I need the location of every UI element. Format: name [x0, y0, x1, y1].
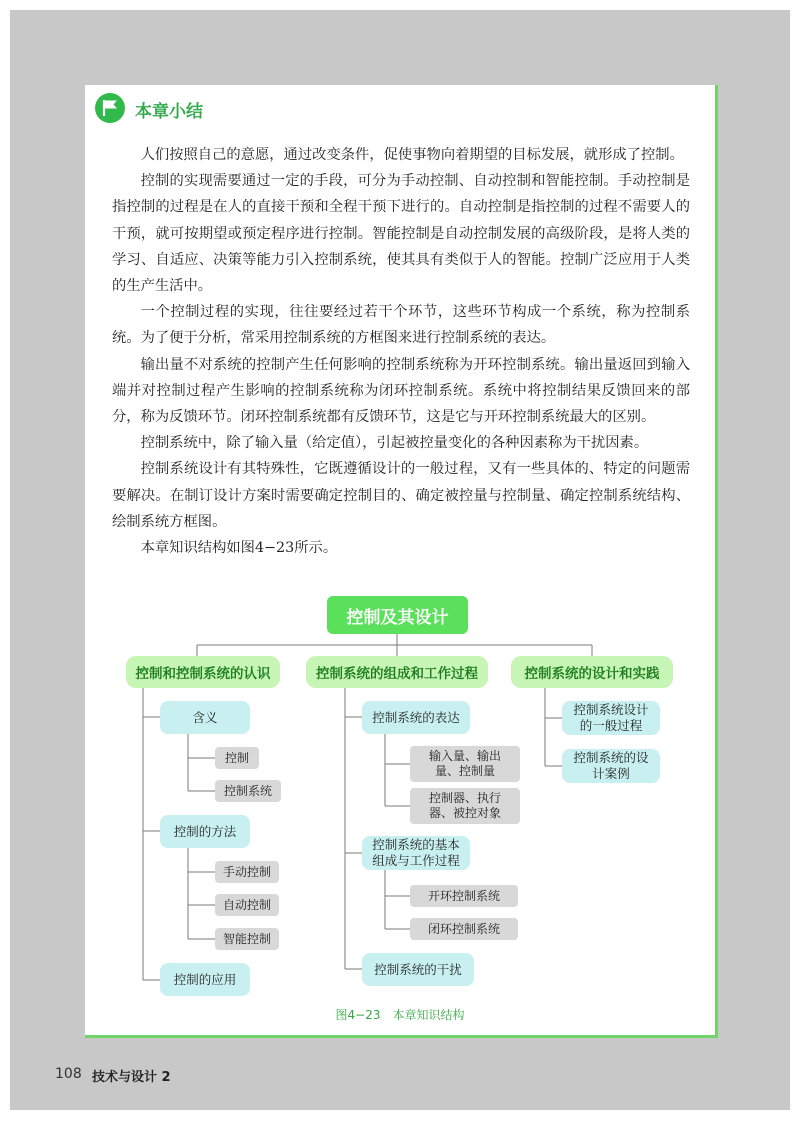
branch-design: 控制系统的设计和实践: [511, 656, 673, 688]
leaf-control-system: 控制系统: [215, 780, 281, 802]
leaf-open-loop: 开环控制系统: [410, 885, 518, 907]
node-application: 控制的应用: [160, 963, 250, 996]
node-design-case: 控制系统的设计案例: [562, 749, 660, 783]
leaf-manual: 手动控制: [215, 861, 279, 883]
node-design-process: 控制系统设计的一般过程: [562, 701, 660, 735]
node-interference: 控制系统的干扰: [362, 953, 474, 986]
figure-number: 图4−23: [335, 1008, 381, 1022]
figure-caption: [0, 1006, 800, 1023]
branch-composition: 控制系统的组成和工作过程: [306, 656, 488, 688]
node-expression: 控制系统的表达: [362, 701, 470, 734]
paragraph: 控制的实现需要通过一定的手段，可分为手动控制、自动控制和智能控制。手动控制是指控制的过程是在人的直接干预和全程干预下进行的。自动控制是指控制的过程不需要人的干预，就可按期望或预定程序进行控制。智能控制是自动控制发展的高级阶段，是将人类的学习、自适应、决策等能力引入控制系统，使其具有类似于人的智能。控制广泛应用于人类的生产生活中。: [112, 173, 690, 295]
leaf-control: 控制: [215, 747, 259, 769]
branch-cognition: 控制和控制系统的认识: [126, 656, 280, 688]
leaf-closed-loop: 闭环控制系统: [410, 918, 518, 940]
paragraph: 输出量不对系统的控制产生任何影响的控制系统称为开环控制系统。输出量返回到输入端并对控制过程产生影响的控制系统称为闭环控制系统。系统中将控制结果反馈回来的部分，称为反馈环节。闭环控制系统都有反馈环节，这是它与开环控制系统最大的区别。: [112, 356, 690, 426]
node-basic-composition: 控制系统的基本组成与工作过程: [362, 836, 470, 870]
leaf-components: 控制器、执行器、被控对象: [410, 788, 520, 824]
leaf-quantities: 输入量、输出量、控制量: [410, 746, 520, 782]
section-title: 本章小结: [135, 102, 203, 122]
paragraph: 控制系统中，除了输入量（给定值），引起被控量变化的各种因素称为干扰因素。: [140, 435, 649, 452]
book-title: 技术与设计 2: [92, 1070, 171, 1085]
page-number: 108: [55, 1066, 82, 1082]
leaf-automatic: 自动控制: [215, 894, 279, 916]
mindmap-root: 控制及其设计: [327, 596, 468, 634]
figure-caption-text: 本章知识结构: [392, 1008, 465, 1022]
paragraph: 控制系统设计有其特殊性，它既遵循设计的一般过程，又有一些具体的、特定的问题需要解决。在制订设计方案时需要确定控制目的、确定被控量与控制量、确定控制系统结构、绘制系统方框图。: [112, 461, 690, 530]
node-method: 控制的方法: [160, 815, 250, 848]
node-meaning: 含义: [160, 701, 250, 734]
leaf-intelligent: 智能控制: [215, 928, 279, 950]
paragraph: 一个控制过程的实现，往往要经过若干个环节，这些环节构成一个系统，称为控制系统。为了便于分析，常采用控制系统的方框图来进行控制系统的表达。: [112, 304, 690, 347]
paragraph: 本章知识结构如图4−23所示。: [140, 540, 338, 557]
paragraph: 人们按照自己的意愿，通过改变条件，促使事物向着期望的目标发展，就形成了控制。: [140, 147, 684, 163]
